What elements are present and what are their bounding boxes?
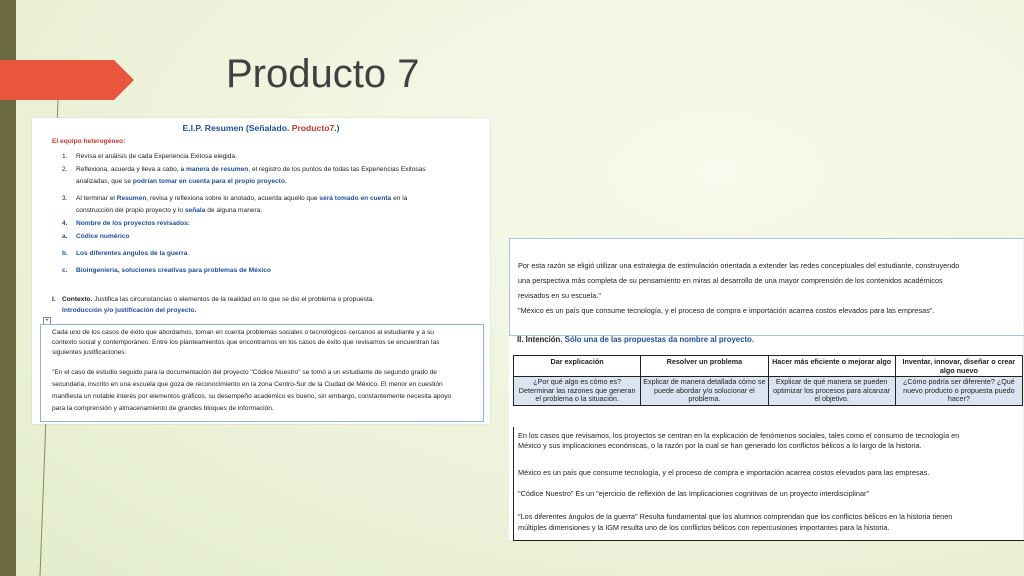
table-header: Hacer más eficiente o mejorar algo bbox=[768, 356, 895, 377]
para-line: "México es un país que consume tecnología, y el proceso de compra e importación acarrea costos elevados para las empresas". bbox=[518, 306, 935, 315]
para-line: revisados en su escuela." bbox=[518, 291, 601, 300]
table-cell: Explicar de manera detallada cómo se puede abordar y/o solucionar el problema. bbox=[641, 377, 768, 406]
list-letter: b. bbox=[62, 250, 68, 257]
list-letter: a. bbox=[62, 233, 68, 240]
intention-table bbox=[513, 355, 1023, 406]
table-cell: ¿Por qué algo es cómo es? Determinar las razones que generan el problema o la situación. bbox=[514, 377, 641, 406]
context-subheading: Introducción y/o justificación del proyecto. bbox=[62, 307, 197, 314]
answer-line: En los casos que revisamos, los proyectos se centran en la explicación de fenómenos sociales, tales como el consumo de tecnología en bbox=[518, 431, 960, 440]
para-line: Por esta razón se eligió utilizar una estrategia de estimulación orientada a extender las redes conceptuales del estudiante, construyendo bbox=[518, 261, 960, 270]
expand-icon[interactable]: + bbox=[43, 317, 51, 325]
item-number: 3. bbox=[62, 195, 68, 202]
table-cell: ¿Cómo podría ser diferente? ¿Qué nuevo producto o propuesta puedo hacer? bbox=[895, 377, 1022, 406]
project-a: Códice numérico bbox=[76, 233, 130, 240]
table-header: Resolver un problema bbox=[641, 356, 768, 377]
slide-title: Producto 7 bbox=[226, 52, 420, 96]
answer-box bbox=[513, 427, 1024, 541]
title-arrow-icon bbox=[0, 60, 134, 100]
item-1: Revisa el análisis de cada Experiencia Exitosa elegida. bbox=[76, 153, 237, 160]
context-number: I. bbox=[52, 296, 56, 303]
item-number: 1. bbox=[62, 153, 68, 160]
box-text: secundaria, inscrito en una escuela que goza de reconocimiento en la zona Centro-Sur de la Ciudad de México. El menor en cuestión bbox=[52, 381, 443, 388]
list-letter: c. bbox=[62, 267, 68, 274]
answer-line: múltiples dimensiones y la IGM resulta uno de los conflictos bélicos con repercusiones importantes para la historia. bbox=[518, 523, 890, 532]
right-document-image bbox=[509, 238, 1023, 540]
table-header: Dar explicación bbox=[514, 356, 641, 377]
box-text: "En el caso de estudio seguido para la documentación del proyecto "Códice Nuestro" se tomó a un estudiante de segundo grado de bbox=[52, 369, 437, 376]
item-3-cont: construcción del propio proyecto y lo señala de alguna manera. bbox=[76, 207, 263, 214]
left-document-image bbox=[32, 118, 490, 424]
intention-heading: II. Intención. Sólo una de las propuestas da nombre al proyecto. bbox=[517, 335, 754, 344]
item-2-cont: analizadas, que se podrían tomar en cuenta para el propio proyecto. bbox=[76, 178, 287, 185]
table-header: Inventar, innovar, diseñar o crear algo nuevo bbox=[895, 356, 1022, 377]
quote-box bbox=[509, 238, 1024, 336]
item-2: Reflexiona, acuerda y lleva a cabo, a manera de resumen, el registro de los puntos de todas las Experiencias Exitosas bbox=[76, 166, 426, 173]
item-3: Al terminar el Resumen, revisa y reflexiona sobre lo anotado, acuerda aquello que será tomado en cuenta en la bbox=[76, 195, 408, 202]
box-text: manifiesta un notable interés por elementos gráficos, su desempeño académico es bueno, sin embargo, constantemente necesita apoyo bbox=[52, 393, 452, 400]
box-text: Cada uno de los casos de éxito que abordamos, toman en cuenta problemas sociales o tecnológicos cercanos al estudiante y a su bbox=[52, 329, 434, 336]
item-4: Nombre de los proyectos revisados: bbox=[76, 220, 190, 227]
item-number: 4. bbox=[62, 220, 68, 227]
item-number: 2. bbox=[62, 166, 68, 173]
project-c: Bioingeniería, soluciones creativas para problemas de México bbox=[76, 267, 271, 274]
table-cell: Explicar de qué manera se pueden optimizar los procesos para alcanzar el objetivo. bbox=[768, 377, 895, 406]
project-b: Los diferentes ángulos de la guerra bbox=[76, 250, 188, 257]
box-text: para la comprensión y almacenamiento de grandes bloques de información. bbox=[52, 405, 274, 412]
answer-line: "Códice Nuestro" Es un "ejercicio de reflexión de las Implicaciones cognitivas de un proyecto interdisciplinar" bbox=[518, 489, 870, 498]
answer-line: México es un país que consume tecnología, y el proceso de compra e importación acarrea costos elevados para las empresas. bbox=[518, 468, 930, 477]
para-line: una perspectiva más completa de su pensamiento en miras al desarrollo de una mayor comprensión de los contenidos académicos bbox=[518, 276, 943, 285]
box-text: siguientes justificaciones: bbox=[52, 349, 127, 356]
doc-header: E.I.P. Resumen (Señalado. Producto7.) bbox=[182, 123, 340, 133]
answer-line: "Los diferentes ángulos de la guerra" Resulta fundamental que los alumnos comprendan que los conflictos bélicos en la historia tienen bbox=[518, 512, 953, 521]
box-text: contexto social y contemporáneo. Entre los planteamientos que encontramos en los casos de éxito que revisamos se encuentran las bbox=[52, 339, 440, 346]
context-heading: Contexto. Justifica las circunstancias o elementos de la realidad en lo que se dio el problema o propuesta. bbox=[62, 296, 375, 303]
team-label: El equipo heterogéneo: bbox=[52, 138, 126, 145]
answer-line: México y sus implicaciones económicas, o la razón por la cual se han generado los conflictos bélicos a lo largo de la historia. bbox=[518, 441, 922, 450]
